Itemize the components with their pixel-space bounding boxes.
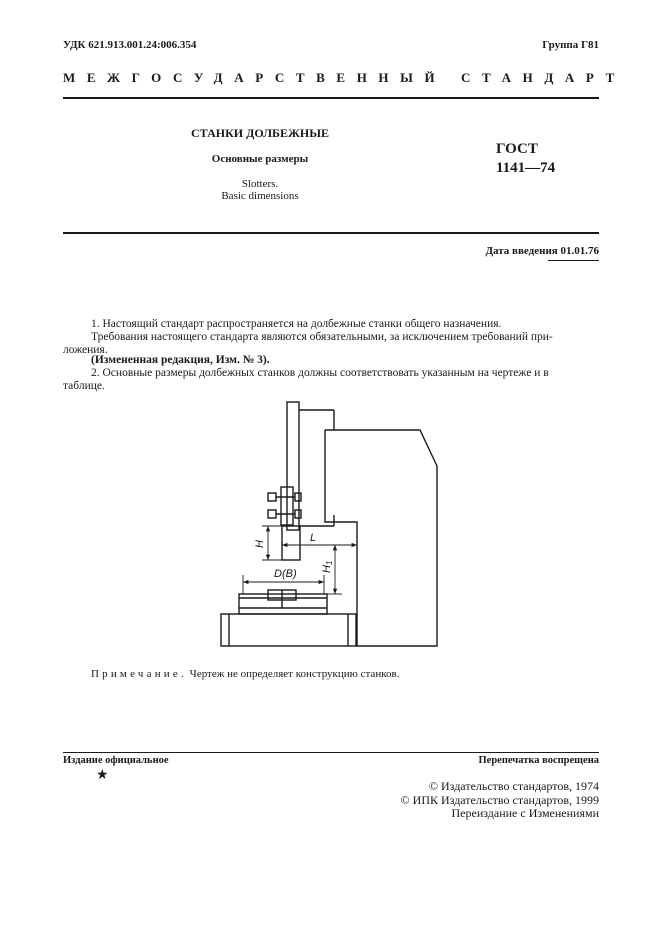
standard-title-en: Slotters. xyxy=(241,178,279,190)
amendment-note: (Измененная редакция, Изм. № 3). xyxy=(91,354,270,366)
note-text: Чертеж не определяет конструкцию станков. xyxy=(189,668,400,680)
standard-title-ru: СТАНКИ ДОЛБЕЖНЫЕ xyxy=(191,126,329,140)
dim-H1-label: H1 xyxy=(321,560,334,573)
cutter xyxy=(282,526,300,560)
paragraph-2-line-2: ложения. xyxy=(63,344,108,356)
paragraph-3-line-1: 2. Основные размеры долбежных станков должны соответствовать указанным на чертеже и в xyxy=(91,367,549,379)
copyright-1999: © ИПК Издательство стандартов, 1999 xyxy=(400,793,599,807)
group-code: Группа Г81 xyxy=(542,39,599,51)
gost-label: ГОСТ xyxy=(496,141,538,157)
copyright-1974: © Издательство стандартов, 1974 xyxy=(428,779,599,793)
drawing-note xyxy=(91,668,399,680)
dim-D-label: D(B) xyxy=(274,568,297,580)
reprint-prohibited: Перепечатка воспрещена xyxy=(478,755,599,766)
machine-base xyxy=(221,614,356,646)
paragraph-1: 1. Настоящий стандарт распространяется на долбежные станки общего назначения. xyxy=(91,318,502,330)
reissue-note: Переиздание с Изменениями xyxy=(451,806,599,820)
paragraph-3-line-2: таблице. xyxy=(63,380,105,392)
udk-code: УДК 621.913.001.24:006.354 xyxy=(63,39,197,51)
star-icon: ★ xyxy=(96,768,109,783)
gost-number: 1141—74 xyxy=(496,160,556,176)
effective-date-label: Дата введения xyxy=(485,245,558,257)
effective-date-value: 01.01.76 xyxy=(560,245,599,257)
standard-subtitle-en: Basic dimensions xyxy=(221,190,299,202)
paragraph-2-line-1: Требования настоящего стандарта являются обязательными, за исключением требований при- xyxy=(91,331,553,343)
standard-type: МЕЖГОСУДАРСТВЕННЫЙ СТАНДАРТ xyxy=(63,70,626,85)
note-lead: Примечание. xyxy=(91,668,187,680)
standard-subtitle-ru: Основные размеры xyxy=(211,153,309,165)
official-edition: Издание официальное xyxy=(63,755,169,766)
tool-clamps xyxy=(268,493,301,518)
footer-divider xyxy=(63,752,599,753)
dim-H-label: H xyxy=(254,540,266,548)
work-table xyxy=(239,594,327,614)
dim-L-label: L xyxy=(310,532,317,544)
